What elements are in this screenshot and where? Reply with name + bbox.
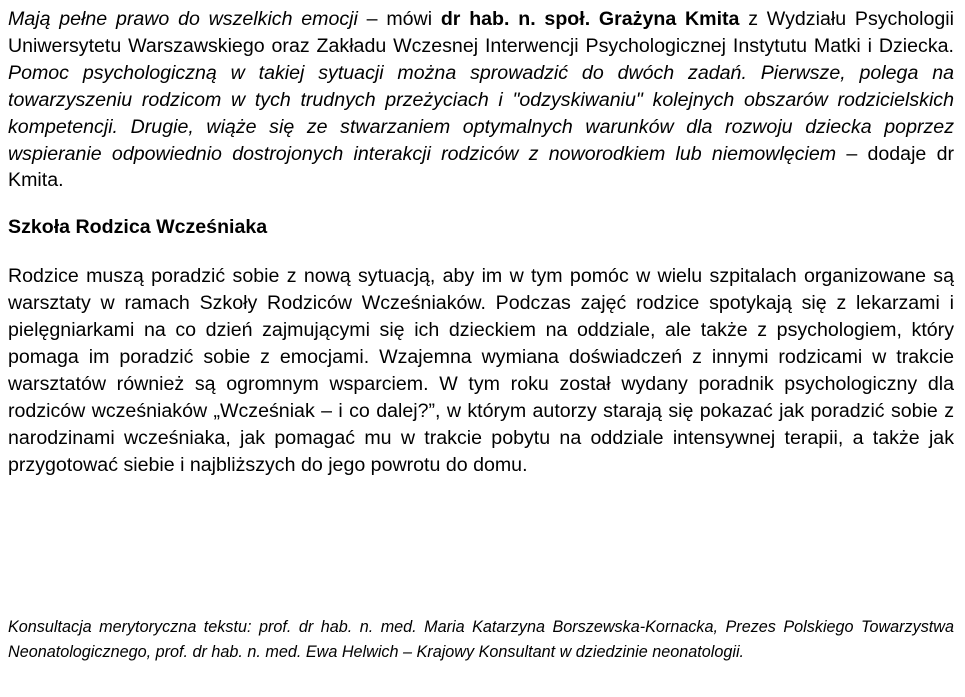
quote-part-1: Mają pełne prawo do wszelkich emocji — [8, 8, 358, 30]
section-heading: Szkoła Rodzica Wcześniaka — [8, 216, 268, 239]
footnote-consultation: Konsultacja merytoryczna tekstu: prof. dr hab. n. med. Maria Katarzyna Borszewska-Kornacka, Prezes Polskiego Towarzystwa Neonatologicznego, prof. dr hab. n. med. Ewa Helwich – Krajowy Konsultant w dziedzinie neonatologii. — [8, 618, 954, 661]
document-page — [8, 6, 954, 479]
paragraph-quote — [8, 6, 954, 194]
expert-name: dr hab. n. społ. Grażyna Kmita — [440, 8, 740, 30]
quote-closing: – dodaje dr Kmita. — [8, 142, 955, 192]
expert-affiliation: z Wydziału Psychologii Uniwersytetu Warszawskiego oraz Zakładu Wczesnej Interwencji Psychologicznej Instytutu Matki i Dziecka. — [8, 8, 954, 57]
quote-part-2: Pomoc psychologiczną w takiej sytuacji można sprowadzić do dwóch zadań. Pierwsze, polega na towarzyszeniu rodzicom w tych trudnych przeżyciach i "odzyskiwaniu" kolejnych obszarów rodzicielskich kompetencji. Drugie, wiąże się ze stwarzaniem optymalnych warunków dla rozwoju dziecka poprzez wspieranie odpowiednio dostrojonych interakcji rodziców z noworodkiem lub niemowlęciem — [8, 61, 954, 165]
paragraph-school: Rodzice muszą poradzić sobie z nową sytuacją, aby im w tym pomóc w wielu szpitalach organizowane są warsztaty w ramach Szkoły Rodziców Wcześniaków. Podczas zajęć rodzice spotykają się z lekarzami i pielęgniarkami na co dzień zajmującymi się ich dzieckiem na oddziale, ale także z psychologiem, który pomaga im poradzić sobie z emocjami. Wzajemna wymiana doświadczeń z innymi rodzicami w trakcie warsztatów również są ogromnym wsparciem. W tym roku został wydany poradnik psychologiczny dla rodziców wcześniaków „Wcześniak – i co dalej?”, w którym autorzy starają się pokazać jak poradzić sobie z narodzinami wcześniaka, jak pomagać mu w trakcie pobytu na oddziale intensywnej terapii, a także jak przygotować siebie i najbliższych do jego powrotu do domu. — [8, 265, 954, 476]
quote-attribution-dash: – mówi — [357, 8, 441, 30]
